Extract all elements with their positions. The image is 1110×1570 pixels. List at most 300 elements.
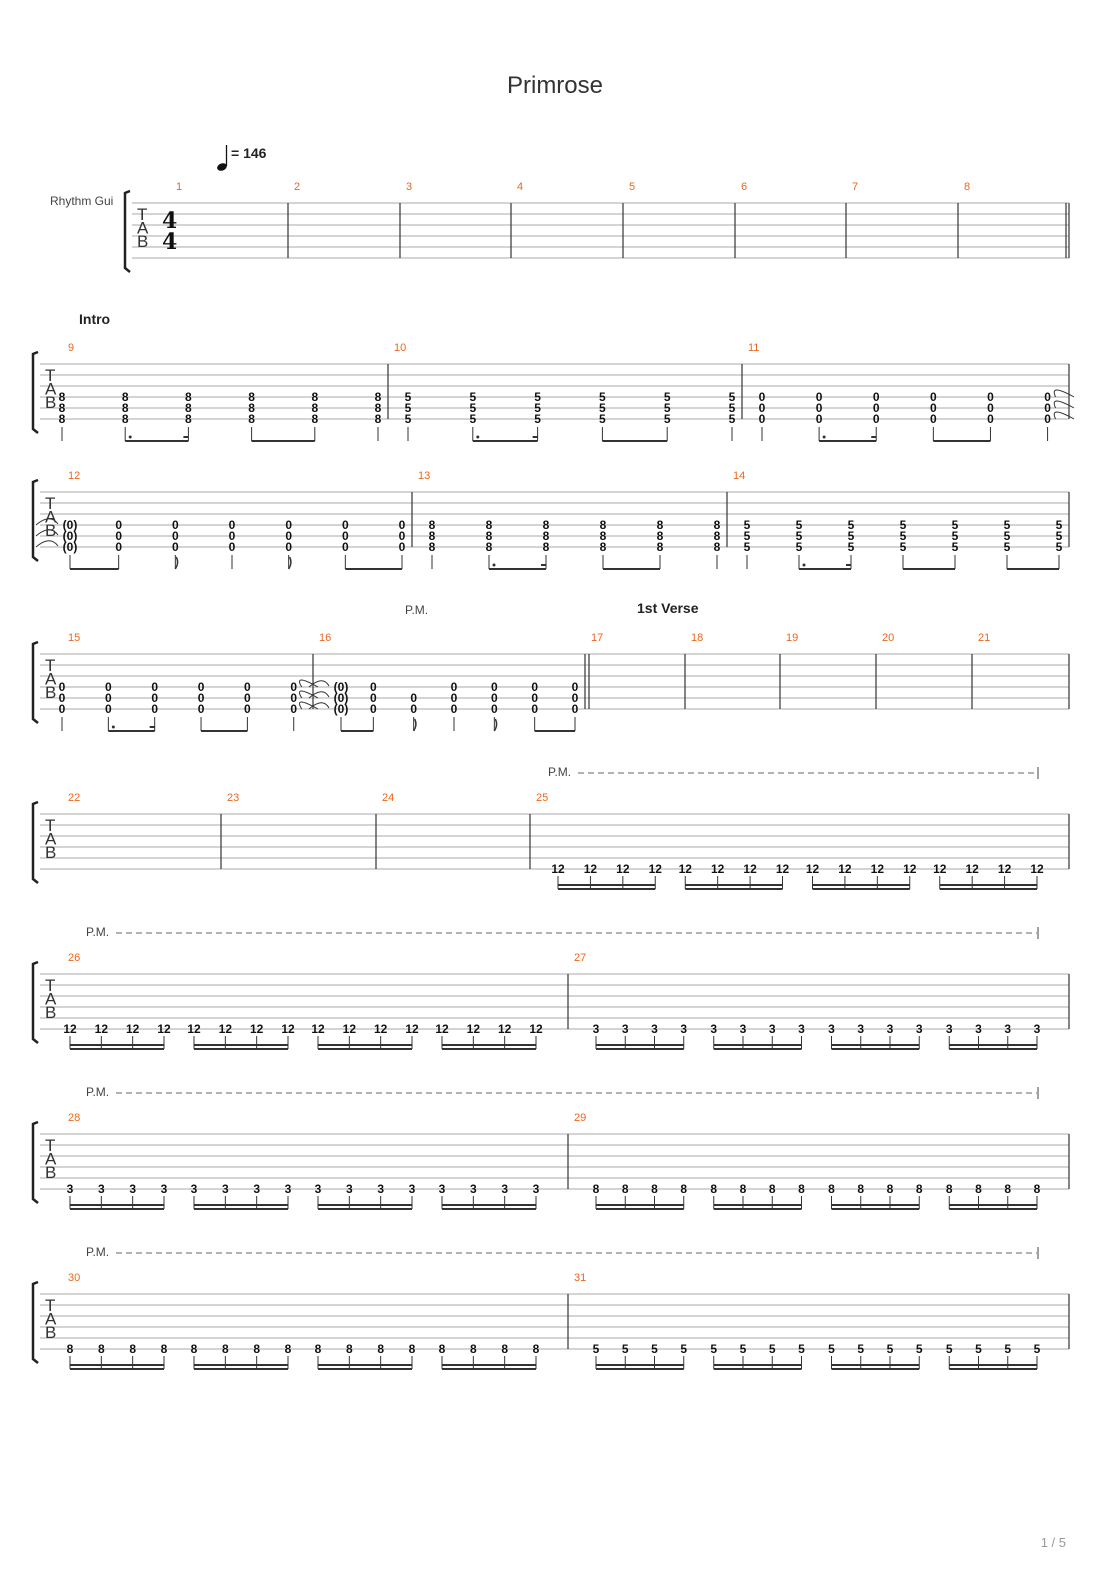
fret-number: 0: [531, 680, 539, 694]
fret-number: 5: [469, 401, 477, 415]
fret-number: 8: [710, 1182, 718, 1196]
fret-number: 5: [1033, 1342, 1041, 1356]
tempo-marking: = 146: [231, 145, 267, 161]
tie-arc: [1054, 412, 1074, 419]
fret-number: 8: [542, 529, 550, 543]
fret-number: 8: [97, 1342, 105, 1356]
fret-number: 0: [872, 412, 880, 426]
fret-number: 0: [58, 691, 66, 705]
fret-number: 0: [228, 529, 236, 543]
measure-number: 29: [574, 1112, 587, 1124]
measure-number: 9: [68, 342, 75, 354]
fret-number: 0: [244, 702, 251, 716]
fret-number: 8: [975, 1182, 982, 1196]
fret-number: 0: [1044, 401, 1051, 415]
measure-number: 19: [786, 632, 799, 644]
fret-number: 12: [933, 862, 947, 876]
fret-number: 0: [285, 529, 293, 543]
tie-arc: [1054, 401, 1074, 408]
fret-number: 5: [728, 390, 736, 404]
fret-number: 5: [915, 1342, 923, 1356]
section-label: Intro: [79, 311, 111, 327]
fret-number: 0: [930, 412, 937, 426]
tab-system: [33, 925, 1069, 1049]
fret-number: 8: [713, 529, 721, 543]
fret-number: 5: [743, 529, 751, 543]
fret-number: 0: [105, 691, 112, 705]
fret-number: 12: [678, 862, 692, 876]
fret-number: 3: [857, 1022, 865, 1036]
fret-number: 5: [886, 1342, 894, 1356]
fret-number: 8: [485, 529, 493, 543]
fret-number: 5: [795, 518, 803, 532]
measure-number: 23: [227, 792, 240, 804]
fret-number: 8: [248, 401, 255, 415]
fret-number: 0: [410, 702, 418, 716]
fret-number: 3: [160, 1182, 168, 1196]
fret-number: 8: [542, 518, 550, 532]
fret-number: 8: [129, 1342, 137, 1356]
tab-letter: A: [45, 669, 57, 689]
fret-number: 8: [621, 1182, 629, 1196]
fret-number: 8: [190, 1342, 198, 1356]
fret-number: 8: [185, 412, 192, 426]
fret-number: 5: [534, 412, 541, 426]
fret-number: 0: [930, 401, 937, 415]
tab-system: [33, 1245, 1069, 1369]
fret-number: 3: [469, 1182, 477, 1196]
fret-number: 5: [599, 390, 606, 404]
tab-letter: B: [45, 393, 57, 412]
fret-number: 0: [398, 529, 406, 543]
system-bracket: [125, 191, 130, 272]
fret-number: 12: [583, 862, 598, 876]
track-name: Rhythm Gui: [50, 194, 114, 208]
measure-number: 27: [574, 952, 587, 964]
fret-number: 5: [1055, 518, 1063, 532]
fret-number: 5: [1055, 529, 1063, 543]
fret-number: 8: [485, 518, 493, 532]
measure-number: 10: [394, 342, 407, 354]
fret-number: 8: [915, 1182, 923, 1196]
tab-system: [33, 600, 1069, 731]
fret-number: 5: [899, 540, 907, 554]
fret-number: 8: [284, 1342, 292, 1356]
fret-number: (0): [62, 529, 78, 543]
fret-number: 0: [197, 691, 205, 705]
fret-number: 0: [531, 691, 539, 705]
fret-number: 8: [1033, 1182, 1041, 1196]
fret-number: 5: [975, 1342, 982, 1356]
fret-number: 8: [58, 412, 66, 426]
fret-number: 3: [377, 1182, 385, 1196]
song-title: Primrose: [506, 72, 603, 99]
tab-letter: B: [137, 232, 149, 251]
fret-number: (0): [333, 691, 349, 705]
section-label: 1st Verse: [637, 600, 699, 616]
fret-number: 0: [228, 518, 236, 532]
palm-mute-label: P.M.: [86, 1245, 110, 1259]
fret-number: 8: [121, 412, 129, 426]
fret-number: 5: [663, 390, 671, 404]
fret-number: (0): [333, 680, 349, 694]
fret-number: 5: [404, 412, 412, 426]
fret-number: 8: [428, 540, 436, 554]
fret-number: 0: [171, 540, 179, 554]
measure-number: 30: [68, 1272, 81, 1284]
system-bracket: [33, 1282, 38, 1363]
fret-number: 12: [218, 1022, 233, 1036]
measure-number: 16: [319, 632, 332, 644]
fret-number: 5: [743, 518, 751, 532]
fret-number: 8: [185, 390, 192, 404]
palm-mute-label: P.M.: [548, 765, 572, 779]
measure-number: 15: [68, 632, 81, 644]
fret-number: 8: [374, 401, 382, 415]
fret-number: 3: [221, 1182, 229, 1196]
fret-number: 5: [795, 540, 803, 554]
fret-number: 12: [870, 862, 885, 876]
fret-number: 5: [798, 1342, 805, 1356]
fret-number: 0: [531, 702, 539, 716]
fret-number: 0: [285, 540, 293, 554]
tab-letter: A: [137, 218, 149, 238]
fret-number: 0: [369, 702, 377, 716]
fret-number: 0: [490, 702, 498, 716]
fret-number: 0: [1044, 412, 1051, 426]
tab-letter: T: [137, 205, 148, 224]
fret-number: 5: [847, 540, 855, 554]
measure-number: 4: [517, 181, 524, 193]
fret-number: 8: [185, 401, 192, 415]
measure-number: 8: [964, 181, 971, 193]
fret-number: 5: [599, 412, 606, 426]
fret-number: 0: [410, 691, 418, 705]
fret-number: 8: [828, 1182, 835, 1196]
fret-number: 3: [438, 1182, 446, 1196]
fret-number: 3: [886, 1022, 894, 1036]
fret-number: 12: [805, 862, 820, 876]
quarter-note-icon: [216, 145, 228, 172]
fret-number: 5: [1004, 1342, 1012, 1356]
fret-number: 5: [847, 518, 855, 532]
fret-number: 3: [1004, 1022, 1012, 1036]
fret-number: 0: [58, 680, 66, 694]
fret-number: 5: [680, 1342, 688, 1356]
tie-arc: [1054, 390, 1074, 397]
fret-number: 5: [534, 390, 541, 404]
fret-number: 12: [775, 862, 790, 876]
fret-number: 0: [571, 691, 579, 705]
fret-number: 0: [815, 390, 823, 404]
fret-number: 3: [408, 1182, 416, 1196]
fret-number: 0: [171, 529, 179, 543]
tab-letter: A: [45, 989, 57, 1009]
fret-number: 0: [450, 680, 458, 694]
fret-number: 8: [374, 390, 382, 404]
fret-number: 0: [398, 540, 406, 554]
fret-number: 8: [485, 540, 493, 554]
fret-number: 5: [710, 1342, 718, 1356]
fret-number: 8: [58, 390, 66, 404]
fret-number: 0: [151, 680, 159, 694]
fret-number: 3: [190, 1182, 198, 1196]
fret-number: 5: [1055, 540, 1063, 554]
tab-letter: T: [45, 366, 56, 385]
measure-number: 21: [978, 632, 991, 644]
fret-number: 8: [599, 540, 607, 554]
measure-number: 2: [294, 181, 301, 193]
tab-letter: B: [45, 521, 57, 540]
fret-number: 12: [997, 862, 1012, 876]
tab-letter: A: [45, 829, 57, 849]
fret-number: 8: [311, 390, 319, 404]
fret-number: 3: [768, 1022, 776, 1036]
fret-number: 0: [341, 518, 349, 532]
fret-number: 0: [290, 691, 298, 705]
fret-number: 12: [373, 1022, 388, 1036]
fret-number: 5: [621, 1342, 629, 1356]
fret-number: 5: [1003, 540, 1011, 554]
fret-number: 12: [94, 1022, 109, 1036]
fret-number: 0: [987, 390, 994, 404]
measure-number: 12: [68, 470, 81, 482]
dot: [129, 436, 132, 439]
measure-number: 13: [418, 470, 431, 482]
fret-number: 12: [497, 1022, 512, 1036]
tie-arc: [299, 680, 318, 687]
fret-number: 8: [656, 518, 664, 532]
fret-number: 5: [728, 401, 736, 415]
fret-number: 3: [592, 1022, 600, 1036]
system-bracket: [33, 962, 38, 1043]
fret-number: 0: [151, 702, 159, 716]
fret-number: 12: [435, 1022, 449, 1036]
fret-number: 8: [438, 1342, 446, 1356]
fret-number: 5: [739, 1342, 747, 1356]
tab-letter: B: [45, 683, 57, 702]
tab-letter: T: [45, 1296, 56, 1315]
fret-number: 0: [105, 680, 112, 694]
fret-number: 5: [857, 1342, 865, 1356]
system-bracket: [33, 1122, 38, 1203]
fret-number: 0: [815, 401, 823, 415]
fret-number: 8: [311, 401, 319, 415]
fret-number: 0: [244, 680, 251, 694]
fret-number: 12: [157, 1022, 171, 1036]
fret-number: 8: [374, 412, 382, 426]
fret-number: 3: [798, 1022, 805, 1036]
fret-number: 8: [599, 529, 607, 543]
fret-number: 8: [592, 1182, 600, 1196]
fret-number: 12: [311, 1022, 325, 1036]
palm-mute-label: P.M.: [405, 603, 429, 617]
dot: [823, 436, 826, 439]
fret-number: 5: [469, 390, 477, 404]
fret-number: 8: [1004, 1182, 1012, 1196]
measure-number: 7: [852, 181, 859, 193]
system-bracket: [33, 352, 38, 433]
measure-number: 24: [382, 792, 395, 804]
fret-number: 8: [377, 1342, 385, 1356]
tab-system: [33, 311, 1074, 441]
fret-number: 3: [532, 1182, 540, 1196]
measure-number: 14: [733, 470, 746, 482]
fret-number: 0: [987, 412, 994, 426]
measure-number: 17: [591, 632, 604, 644]
fret-number: 5: [847, 529, 855, 543]
fret-number: 8: [501, 1342, 509, 1356]
fret-number: 12: [249, 1022, 264, 1036]
tab-letter: T: [45, 816, 56, 835]
fret-number: 5: [945, 1342, 953, 1356]
fret-number: 8: [532, 1342, 540, 1356]
fret-number: 5: [651, 1342, 658, 1356]
fret-number: 12: [743, 862, 757, 876]
fret-number: 0: [450, 691, 458, 705]
fret-number: 0: [369, 691, 377, 705]
measure-number: 31: [574, 1272, 587, 1284]
fret-number: 12: [1030, 862, 1044, 876]
fret-number: 0: [341, 540, 349, 554]
fret-number: 8: [886, 1182, 894, 1196]
fret-number: 12: [903, 862, 917, 876]
fret-number: (0): [62, 518, 78, 532]
fret-number: 3: [345, 1182, 353, 1196]
measure-number: 11: [748, 342, 760, 354]
tab-letter: A: [45, 1149, 57, 1169]
tab-letter: B: [45, 1163, 57, 1182]
palm-mute-label: P.M.: [86, 1085, 110, 1099]
fret-number: 5: [899, 518, 907, 532]
fret-number: 5: [663, 401, 671, 415]
fret-number: 0: [758, 390, 766, 404]
fret-number: 8: [739, 1182, 747, 1196]
fret-number: 8: [66, 1342, 74, 1356]
fret-number: 0: [987, 401, 994, 415]
fret-number: 0: [290, 702, 298, 716]
fret-number: 12: [281, 1022, 295, 1036]
tab-system: [33, 1085, 1069, 1209]
fret-number: 3: [975, 1022, 982, 1036]
fret-number: 5: [599, 401, 606, 415]
fret-number: 8: [428, 529, 436, 543]
fret-number: 12: [187, 1022, 201, 1036]
fret-number: 5: [768, 1342, 776, 1356]
fret-number: 12: [63, 1022, 77, 1036]
fret-number: 3: [828, 1022, 835, 1036]
fret-number: 8: [656, 540, 664, 554]
time-signature-top: 4: [162, 208, 178, 234]
fret-number: (0): [62, 540, 78, 554]
tab-letter: A: [45, 379, 57, 399]
fret-number: 0: [490, 691, 498, 705]
fret-number: 0: [490, 680, 498, 694]
fret-number: 8: [656, 529, 664, 543]
fret-number: 8: [248, 390, 255, 404]
fret-number: 5: [951, 529, 959, 543]
dot: [493, 564, 496, 567]
fret-number: 0: [285, 518, 293, 532]
measure-number: 6: [741, 181, 748, 193]
fret-number: 3: [66, 1182, 74, 1196]
measure-number: 20: [882, 632, 895, 644]
measure-number: 22: [68, 792, 81, 804]
fret-number: 0: [758, 412, 766, 426]
tab-letter: T: [45, 656, 56, 675]
fret-number: 8: [345, 1342, 353, 1356]
tab-system: [33, 470, 1069, 569]
fret-number: 12: [125, 1022, 140, 1036]
fret-number: 12: [616, 862, 630, 876]
fret-number: 8: [469, 1342, 477, 1356]
fret-number: 5: [899, 529, 907, 543]
fret-number: 0: [115, 540, 123, 554]
palm-mute-label: P.M.: [86, 925, 110, 939]
fret-number: 5: [795, 529, 803, 543]
fret-number: 8: [713, 518, 721, 532]
time-signature-bottom: 4: [162, 229, 178, 255]
fret-number: 0: [571, 680, 579, 694]
fret-number: 0: [115, 518, 123, 532]
measure-number: 5: [629, 181, 636, 193]
tie-arc: [36, 541, 58, 547]
fret-number: 5: [1003, 518, 1011, 532]
fret-number: 3: [129, 1182, 137, 1196]
tab-system: [33, 765, 1069, 889]
fret-number: 8: [542, 540, 550, 554]
fret-number: 8: [408, 1342, 416, 1356]
fret-number: 3: [314, 1182, 322, 1196]
fret-number: 0: [197, 680, 205, 694]
fret-number: 8: [221, 1342, 229, 1356]
tab-letter: B: [45, 843, 57, 862]
measure-number: 28: [68, 1112, 81, 1124]
measure-number: 26: [68, 952, 81, 964]
fret-number: 5: [728, 412, 736, 426]
tab-letter: T: [45, 1136, 56, 1155]
system-bracket: [33, 642, 38, 723]
fret-number: 8: [945, 1182, 953, 1196]
dot: [803, 564, 806, 567]
fret-number: 12: [529, 1022, 543, 1036]
fret-number: (0): [333, 702, 349, 716]
fret-number: 0: [450, 702, 458, 716]
fret-number: 0: [571, 702, 579, 716]
measure-number: 3: [406, 181, 413, 193]
fret-number: 0: [872, 390, 880, 404]
fret-number: 12: [838, 862, 852, 876]
fret-number: 3: [680, 1022, 688, 1036]
fret-number: 0: [815, 412, 823, 426]
fret-number: 12: [466, 1022, 481, 1036]
fret-number: 0: [58, 702, 66, 716]
fret-number: 0: [290, 680, 298, 694]
fret-number: 5: [951, 518, 959, 532]
fret-number: 8: [121, 401, 129, 415]
fret-number: 3: [97, 1182, 105, 1196]
fret-number: 8: [58, 401, 66, 415]
dot: [476, 436, 479, 439]
fret-number: 8: [798, 1182, 805, 1196]
tab-system: [125, 181, 1069, 272]
fret-number: 3: [284, 1182, 292, 1196]
measure-number: 1: [176, 181, 183, 193]
system-bracket: [33, 480, 38, 561]
fret-number: 5: [404, 390, 412, 404]
fret-number: 8: [314, 1342, 322, 1356]
fret-number: 8: [857, 1182, 865, 1196]
